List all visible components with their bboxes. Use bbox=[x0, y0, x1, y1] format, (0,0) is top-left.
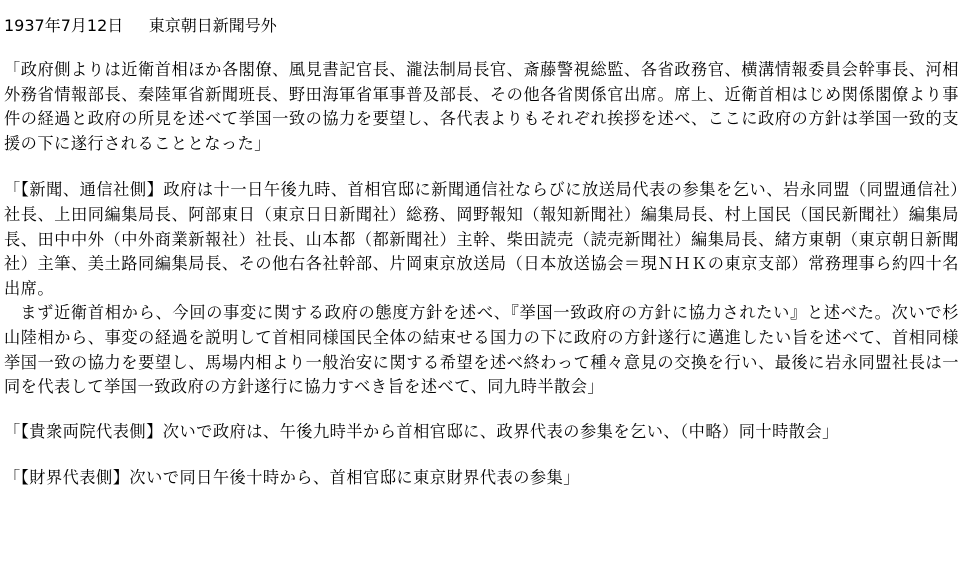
document-header bbox=[4, 14, 959, 38]
paragraph-press-continuation: まず近衛首相から、今回の事変に関する政府の態度方針を述べ、『挙国一致政府の方針に協力されたい』と述べた。次いで杉山陸相から、事変の経過を説明して首相同様国民全体の結束せる国力の下に政府の方針遂行に邁進したい旨を述べて、首相同様挙国一致の協力を要望し、馬場内相より一般治安に関する希望を述べ終わって種々意見の交換を行い、最後に岩永同盟社長は一同を代表して挙国一致政府の方針遂行に協力すべき旨を述べて、同九時半散会」 bbox=[4, 303, 959, 397]
header-spacer bbox=[123, 16, 148, 35]
paragraph-press-text: 「【新聞、通信社側】政府は十一日午後九時、首相官邸に新聞通信社ならびに放送局代表の参集を乞い、岩永同盟（同盟通信社）社長、上田同編集局長、阿部東日（東京日日新聞社）総務、岡野報知（報知新聞社）編集局長、村上国民（国民新聞社）編集局長、田中中外（中外商業新報社）社長、山本都（都新聞社）主幹、柴田読売（読売新聞社）編集局長、緒方東朝（東京朝日新聞社）主筆、美土路同編集局長、その他右各社幹部、片岡東京放送局（日本放送協会＝現ＮＨＫの東京支部）常務理事ら約四十名出席。 bbox=[4, 180, 959, 298]
paragraph-government: 「政府側よりは近衛首相ほか各閣僚、風見書記官長、瀧法制局長官、斎藤警視総監、各省政務官、横溝情報委員会幹事長、河相外務省情報部長、秦陸軍省新聞班長、野田海軍省軍事普及部長、その他各省関係官出席。席上、近衛首相はじめ関係閣僚より事件の経過と政府の所見を述べて挙国一致の協力を要望し、各代表よりもそれぞれ挨拶を述べ、ここに政府の方針は挙国一致的支援の下に遂行されることとなった」 bbox=[4, 60, 959, 153]
paragraph-press bbox=[4, 178, 959, 399]
paragraph-business: 「【財界代表側】次いで同日午後十時から、首相官邸に東京財界代表の参集」 bbox=[4, 468, 580, 488]
paragraph-diet: 「【貴衆両院代表側】次いで政府は、午後九時半から首相官邸に、政界代表の参集を乞い、（中略）同十時散会」 bbox=[4, 421, 839, 441]
header-date: 1937年7月12日 bbox=[4, 16, 124, 35]
header-source: 東京朝日新聞号外 bbox=[148, 16, 277, 35]
